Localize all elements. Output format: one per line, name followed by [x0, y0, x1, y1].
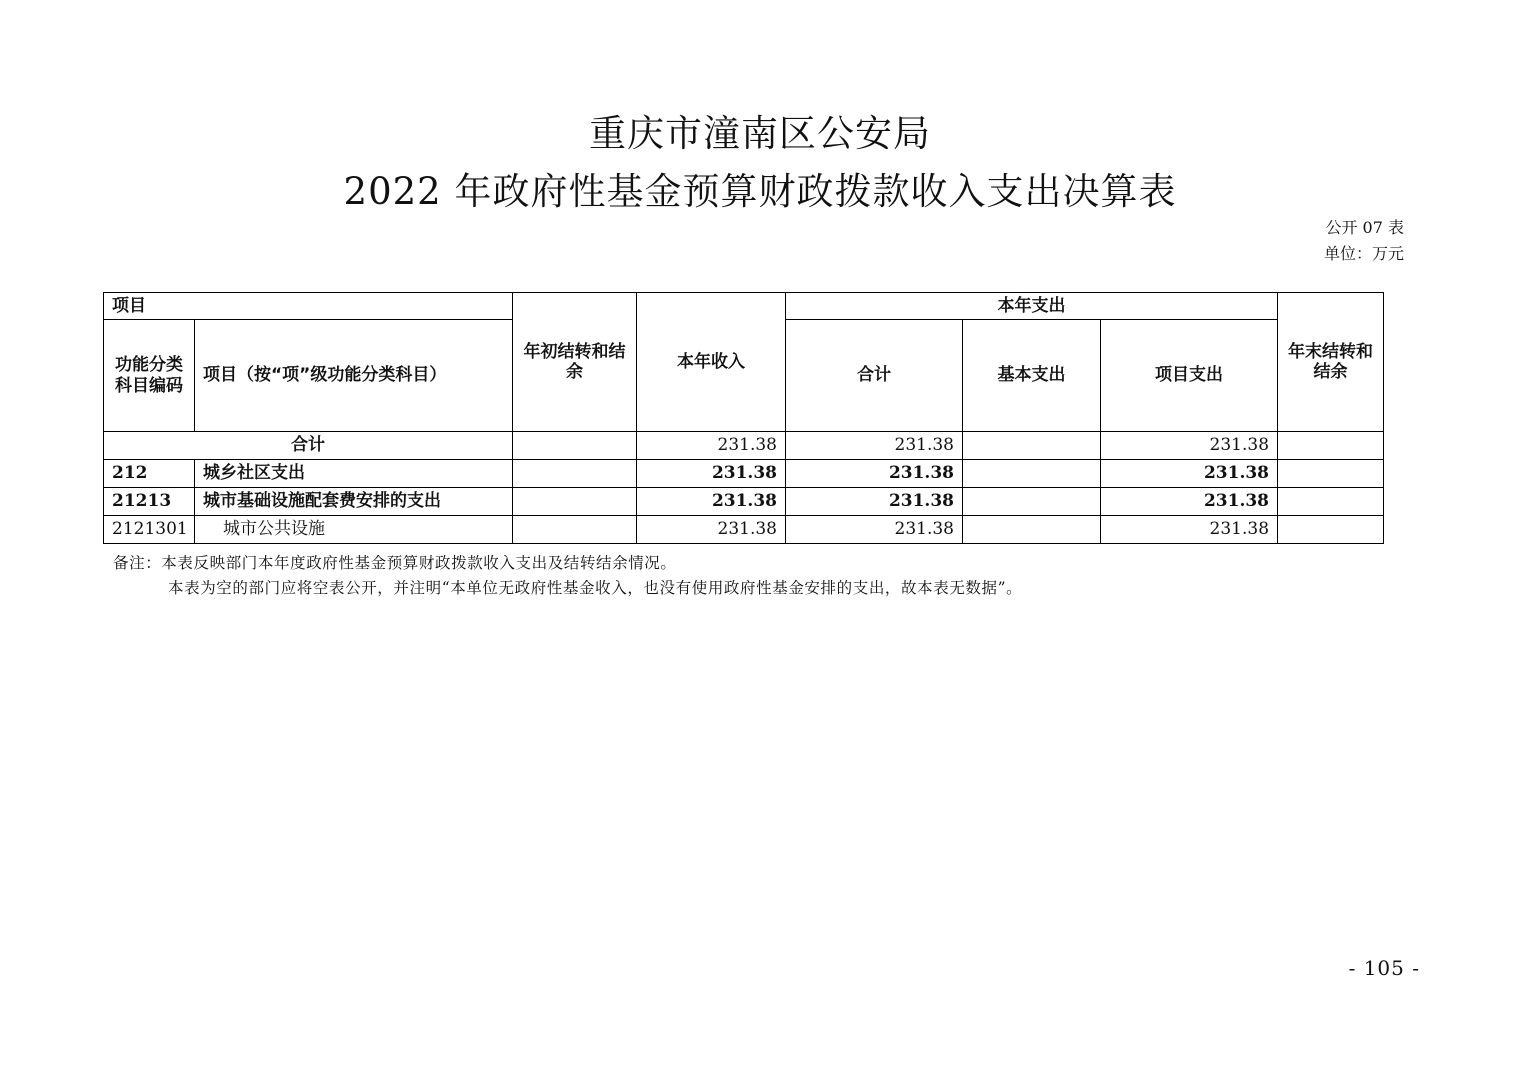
- note-line-2: 本表为空的部门应将空表公开，并注明“本单位无政府性基金收入，也没有使用政府性基金安排的支出，故本表无数据”。: [168, 579, 1023, 597]
- header-expenditure: 本年支出: [786, 293, 1278, 320]
- cell-closing-balance: [1278, 432, 1384, 460]
- cell-total: 231.38: [786, 460, 963, 488]
- cell-basic: [963, 516, 1101, 544]
- cell-income: 231.38: [637, 516, 786, 544]
- header-opening-balance: 年初结转和结余: [513, 293, 637, 432]
- cell-name: 城乡社区支出: [195, 460, 513, 488]
- header-closing-balance: 年末结转和结余: [1278, 293, 1384, 432]
- cell-code: 212: [104, 460, 195, 488]
- document-subtitle: 2022 年政府性基金预算财政拨款收入支出决算表: [343, 170, 1177, 213]
- cell-opening-balance: [513, 432, 637, 460]
- form-number: 公开 07 表: [1325, 218, 1404, 237]
- cell-project-exp: 231.38: [1101, 488, 1278, 516]
- cell-project-exp: 231.38: [1101, 516, 1278, 544]
- cell-name: 城市基础设施配套费安排的支出: [195, 488, 513, 516]
- budget-table: [103, 292, 1384, 544]
- header-project-exp: 项目支出: [1101, 320, 1278, 432]
- unit-label: 单位：万元: [1323, 244, 1404, 263]
- cell-opening-balance: [513, 460, 637, 488]
- header-total: 合计: [786, 320, 963, 432]
- cell-basic: [963, 488, 1101, 516]
- document-title: 重庆市潼南区公安局: [589, 112, 931, 155]
- header-code: 功能分类科目编码: [104, 320, 195, 432]
- cell-project-exp: 231.38: [1101, 460, 1278, 488]
- cell-closing-balance: [1278, 488, 1384, 516]
- header-project-name: 项目（按“项”级功能分类科目）: [195, 320, 513, 432]
- cell-income: 231.38: [637, 460, 786, 488]
- cell-opening-balance: [513, 516, 637, 544]
- cell-income: 231.38: [637, 488, 786, 516]
- cell-total: 231.38: [786, 432, 963, 460]
- cell-basic: [963, 460, 1101, 488]
- cell-code: 2121301: [104, 516, 195, 544]
- table-row: [104, 460, 1384, 488]
- table-row-total: [104, 432, 1384, 460]
- cell-basic: [963, 432, 1101, 460]
- total-label: 合计: [104, 432, 513, 460]
- header-basic: 基本支出: [963, 320, 1101, 432]
- cell-code: 21213: [104, 488, 195, 516]
- cell-opening-balance: [513, 488, 637, 516]
- cell-total: 231.38: [786, 488, 963, 516]
- header-income: 本年收入: [637, 293, 786, 432]
- cell-total: 231.38: [786, 516, 963, 544]
- cell-name: 城市公共设施: [195, 516, 513, 544]
- header-project: 项目: [104, 293, 513, 320]
- cell-closing-balance: [1278, 516, 1384, 544]
- cell-project-exp: 231.38: [1101, 432, 1278, 460]
- note-line-1: 备注：本表反映部门本年度政府性基金预算财政拨款收入支出及结转结余情况。: [113, 554, 677, 572]
- table-row: [104, 516, 1384, 544]
- page-number: - 105 -: [1348, 956, 1420, 980]
- cell-closing-balance: [1278, 460, 1384, 488]
- table-row: [104, 488, 1384, 516]
- cell-income: 231.38: [637, 432, 786, 460]
